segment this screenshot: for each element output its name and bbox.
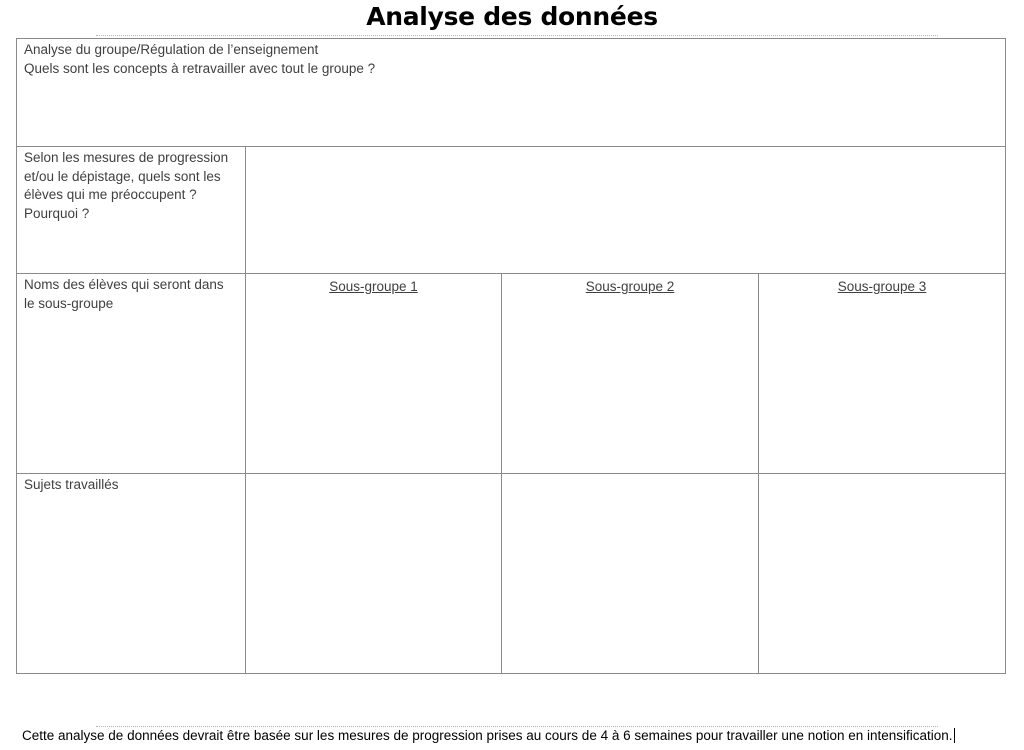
top-dotted-divider xyxy=(96,35,938,36)
analysis-table xyxy=(16,38,1006,674)
topics-label-text: Sujets travaillés xyxy=(24,477,119,492)
subgroup-2-topics-cell[interactable] xyxy=(502,474,759,674)
subgroup-2-names-cell[interactable] xyxy=(502,274,759,474)
subgroup-names-label xyxy=(17,274,246,474)
subgroup-1-heading: Sous-groupe 1 xyxy=(329,279,418,294)
subgroup-names-row xyxy=(17,274,1006,474)
footnote[interactable] xyxy=(22,728,955,743)
subgroup-1-topics-cell[interactable] xyxy=(246,474,502,674)
subgroup-3-heading: Sous-groupe 3 xyxy=(837,279,927,294)
subgroup-3-names-cell[interactable] xyxy=(759,274,1006,474)
page-title: Analyse des données xyxy=(366,2,658,31)
group-analysis-cell[interactable] xyxy=(17,39,1006,147)
subgroup-2-heading: Sous-groupe 2 xyxy=(585,279,675,294)
topics-row xyxy=(17,474,1006,674)
footnote-text: Cette analyse de données devrait être basée sur les mesures de progression prises au cours de 4 à 6 semaines pour travailler une notion en intensification. xyxy=(22,728,953,743)
concerning-students-label-text: Selon les mesures de progression et/ou le dépistage, quels sont les élèves qui me préoccupent ? Pourquoi ? xyxy=(24,150,229,221)
topics-label xyxy=(17,474,246,674)
concerning-students-label xyxy=(17,147,246,274)
bottom-dotted-divider xyxy=(96,726,938,727)
group-analysis-row xyxy=(17,39,1006,147)
group-analysis-question: Quels sont les concepts à retravailler avec tout le groupe ? xyxy=(24,60,376,76)
text-cursor xyxy=(954,728,955,743)
concerning-students-row xyxy=(17,147,1006,274)
subgroup-names-label-text: Noms des élèves qui seront dans le sous-groupe xyxy=(24,277,224,311)
concerning-students-answer-cell[interactable] xyxy=(246,147,1006,274)
group-analysis-heading: Analyse du groupe/Régulation de l’enseignement xyxy=(24,42,319,57)
subgroup-1-names-cell[interactable] xyxy=(246,274,502,474)
subgroup-3-topics-cell[interactable] xyxy=(759,474,1006,674)
